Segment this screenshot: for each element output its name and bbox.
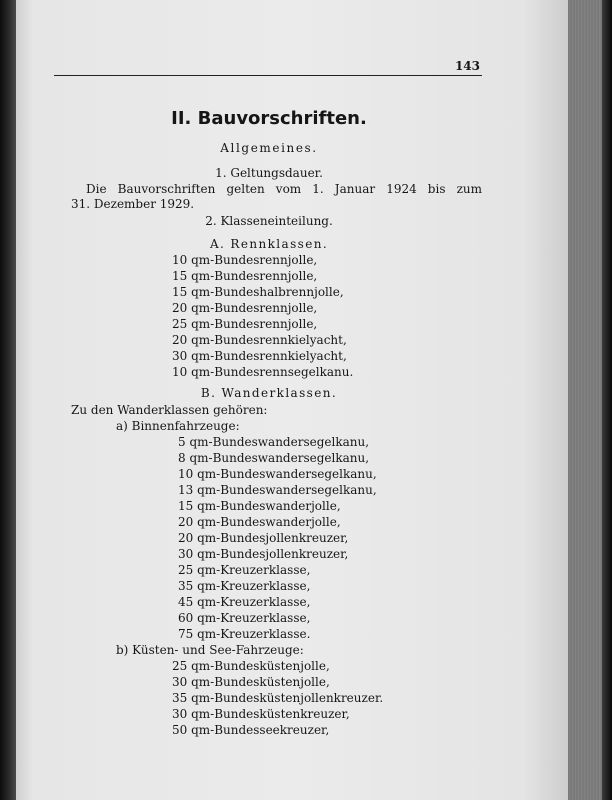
list-item: 30 qm-Bundesküstenkreuzer,: [172, 707, 350, 721]
class-b-heading: B. Wanderklassen.: [200, 386, 338, 400]
list-item: 8 qm-Bundeswandersegelkanu,: [178, 451, 370, 465]
list-item: 25 qm-Bundesküstenjolle,: [172, 659, 330, 673]
subsection-heading-classes: 2. Klasseneinteilung.: [205, 214, 333, 228]
class-b-intro: Zu den Wanderklassen gehören:: [71, 403, 268, 417]
validity-text-line-1: Die Bauvorschriften gelten vom 1. Januar 1924 bis zum: [86, 182, 482, 196]
group-a-label: a) Binnenfahrzeuge:: [116, 419, 240, 433]
group-b-label: b) Küsten- und See-Fahrzeuge:: [116, 643, 304, 657]
list-item: 10 qm-Bundesrennsegelkanu.: [172, 365, 354, 379]
list-item: 20 qm-Bundesrennjolle,: [172, 301, 318, 315]
validity-text-line-2: 31. Dezember 1929.: [71, 197, 195, 211]
page-edges: [568, 0, 612, 800]
list-item: 13 qm-Bundeswandersegelkanu,: [178, 483, 377, 497]
class-a-heading: A. Rennklassen.: [209, 237, 329, 251]
subsection-heading-validity: 1. Geltungsdauer.: [215, 166, 323, 180]
list-item: 35 qm-Kreuzerklasse,: [178, 579, 311, 593]
list-item: 25 qm-Bundesrennjolle,: [172, 317, 318, 331]
header-rule: [54, 75, 482, 76]
list-item: 20 qm-Bundeswanderjolle,: [178, 515, 341, 529]
list-item: 35 qm-Bundesküstenjollenkreuzer.: [172, 691, 384, 705]
page-number: 143: [454, 59, 480, 73]
list-item: 20 qm-Bundesrennkielyacht,: [172, 333, 347, 347]
list-item: 10 qm-Bundesrennjolle,: [172, 253, 318, 267]
book-spine-shadow: [0, 0, 16, 800]
list-item: 5 qm-Bundeswandersegelkanu,: [178, 435, 370, 449]
list-item: 50 qm-Bundesseekreuzer,: [172, 723, 330, 737]
list-item: 45 qm-Kreuzerklasse,: [178, 595, 311, 609]
list-item: 30 qm-Bundesrennkielyacht,: [172, 349, 347, 363]
list-item: 20 qm-Bundesjollenkreuzer,: [178, 531, 349, 545]
list-item: 10 qm-Bundeswandersegelkanu,: [178, 467, 377, 481]
list-item: 25 qm-Kreuzerklasse,: [178, 563, 311, 577]
list-item: 60 qm-Kreuzerklasse,: [178, 611, 311, 625]
chapter-title: II. Bauvorschriften.: [171, 108, 367, 129]
list-item: 30 qm-Bundesküstenjolle,: [172, 675, 330, 689]
list-item: 30 qm-Bundesjollenkreuzer,: [178, 547, 349, 561]
section-heading-general: Allgemeines.: [220, 141, 318, 155]
list-item: 15 qm-Bundeshalbrennjolle,: [172, 285, 344, 299]
list-item: 75 qm-Kreuzerklasse.: [178, 627, 311, 641]
list-item: 15 qm-Bundesrennjolle,: [172, 269, 318, 283]
list-item: 15 qm-Bundeswanderjolle,: [178, 499, 341, 513]
